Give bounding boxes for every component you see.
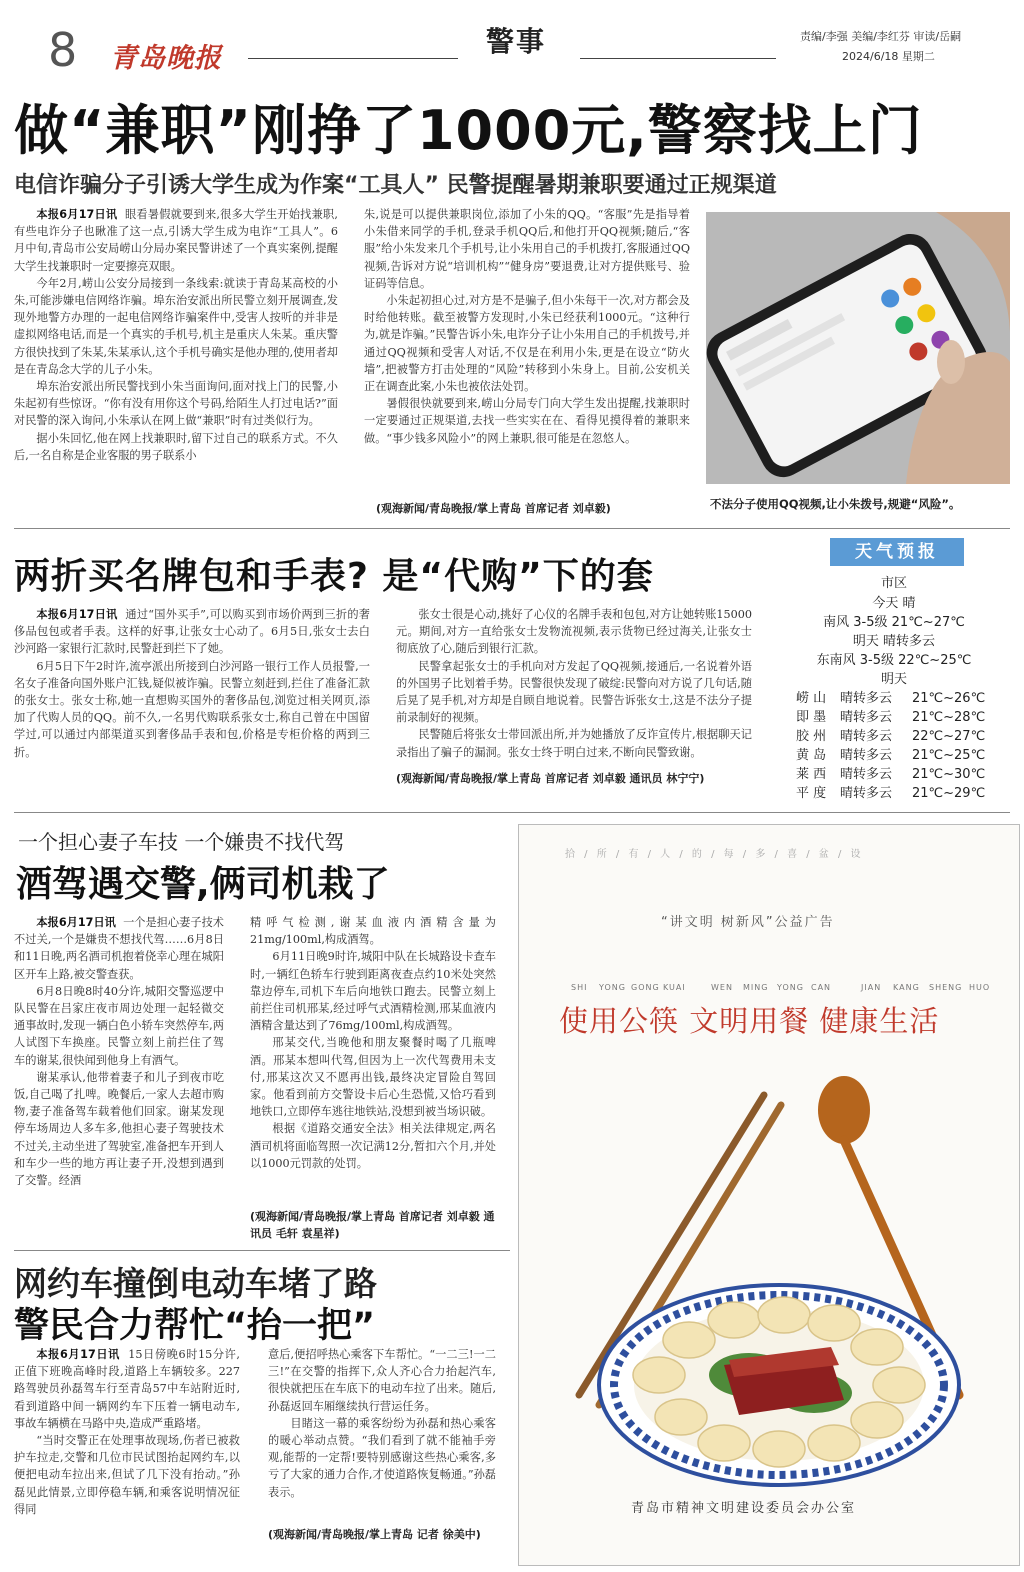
weather-today-label: 今天 晴	[872, 596, 916, 611]
weather-district-row	[796, 725, 1004, 744]
pinyin: KANG	[893, 983, 920, 992]
weather-district-row	[796, 763, 1004, 782]
district-name: 黄 岛	[796, 748, 827, 763]
pinyin: YONG	[599, 983, 626, 992]
district-temp: 21℃~25℃	[912, 748, 986, 763]
weather-district-row	[796, 744, 1004, 763]
pinyin: SHENG	[929, 983, 963, 992]
pinyin: WEN	[711, 983, 733, 992]
district-cond: 晴转多云	[840, 691, 893, 706]
article2-para: 民警拿起张女士的手机向对方发起了QQ视频,接通后,一名说着外语的外国男子比划着手势。民警很快发现了破绽:民警向对方说了几句话,随后晃了晃手机,对方却是自顾自地说着。民警告诉张女士,这是不法分子提前录制好的视频。	[396, 659, 752, 725]
article1-subtitle: 电信诈骗分子引诱大学生成为作案“工具人” 民警提醒暑期兼职要通过正规渠道	[14, 173, 777, 198]
article3-byline: (观海新闻/青岛晚报/掌上青岛 首席记者 刘卓毅 通讯员 毛轩 袁星祥)	[250, 1210, 495, 1240]
district-temp: 21℃~29℃	[912, 786, 986, 801]
issue-date: 2024/6/18 星期二	[842, 50, 935, 63]
article1-headline: 做“兼职”刚挣了1000元,警察找上门	[14, 99, 923, 162]
weather-tomorrow-label: 明天 晴转多云	[852, 634, 936, 649]
pinyin: JIAN	[861, 983, 882, 992]
district-cond: 晴转多云	[840, 748, 893, 763]
article3-text: 一个是担心妻子技术不过关,一个是嫌贵不想找代驾……6月8日和11日晚,两名酒司机抱着侥幸心理在城阳区开车上路,被交警查获。	[14, 916, 224, 981]
article1-para: 据小朱回忆,他在网上找兼职时,留下过自己的联系方式。不久后,一名自称是企业客服的男子联系小	[14, 431, 338, 462]
article1-para: 暑假很快就要到来,崂山分局专门向大学生发出提醒,找兼职时一定要通过正规渠道,去找一些实实在在、看得见摸得着的兼职来做。“事少钱多风险小”的网上兼职,很可能是在忽悠人。	[364, 397, 690, 445]
weather-district-row	[796, 687, 1004, 706]
editors-credit: 责编/李强 美编/李红芬 审读/岳嗣	[800, 30, 962, 43]
ad-headline: 使用公筷 文明用餐 健康生活	[559, 1004, 940, 1038]
header-rule-right	[580, 58, 776, 59]
article3-para: 邢某交代,当晚他和朋友聚餐时喝了几瓶啤酒。邢某本想叫代驾,但因为上一次代驾费用未支付,邢某这次又不愿再出钱,最终决定冒险自驾回家。他看到前方交警设卡后心生恐慌,又恰巧看到地铁口,立即停车逃往地铁站,没想到被当场识破。	[250, 1036, 496, 1119]
district-name: 平 度	[796, 786, 827, 801]
pinyin: KUAI	[663, 983, 686, 992]
district-temp: 21℃~26℃	[912, 691, 986, 706]
district-name: 即 墨	[796, 710, 827, 725]
weather-district-row	[796, 706, 1004, 725]
pinyin: YONG	[777, 983, 804, 992]
article2-para: 6月5日下午2时许,流亭派出所接到白沙河路一银行工作人员报警,一名女子准备向国外账户汇钱,疑似被诈骗。民警立刻赶到,拦住了准备汇款的张女士。张女士称,她一直想购买国外的奢侈品包,浏览过相关网页,添加了代购人员的QQ。前不久,一名男代购联系张女士,称自己曾在中国留学过,可以通过内部渠道买到奢侈品手表和包,价格是专柜价格的两到三折。	[14, 659, 370, 759]
ad-pinyin-row	[571, 983, 991, 992]
article3-headline: 酒驾遇交警,俩司机栽了	[16, 864, 390, 905]
article4-column-1	[14, 1346, 240, 1558]
section-divider	[14, 528, 1010, 529]
phone-photo-illustration	[706, 212, 1010, 484]
article2-headline: 两折买名牌包和手表? 是“代购”下的套	[14, 556, 654, 597]
district-cond: 晴转多云	[840, 767, 893, 782]
article4-para: 意后,便招呼热心乘客下车帮忙。“一二三!一二三!”在交警的指挥下,众人齐心合力抬起汽车,很快就把压在车底下的电动车拉了出来。随后,孙磊返回车厢继续执行营运任务。	[268, 1348, 496, 1413]
article2-column-1	[14, 606, 370, 798]
article1-text: 眼看暑假就要到来,很多大学生开始找兼职,有些电诈分子也瞅准了这一点,引诱大学生成为电诈“工具人”。6月中旬,青岛市公安局崂山分局办案民警讲述了一个真实案例,提醒大学生找兼职时一定要擦亮双眼。	[14, 208, 338, 273]
section-divider	[14, 812, 1010, 813]
district-name: 莱 西	[796, 767, 827, 782]
article1-para: 朱,说是可以提供兼职岗位,添加了小朱的QQ。“客服”先是指导着小朱借来同学的手机,登录手机QQ后,和他打开QQ视频;随后,“客服”给小朱发来几个手机号,让小朱用自己的手机拨打,客服通过QQ视频,告诉对方说“培训机构”“健身房”要退费,让对方提供账号、验证码等信息。	[364, 208, 690, 290]
article1-para	[14, 206, 338, 275]
paper-logo: 青岛晚报	[110, 43, 222, 74]
district-cond: 晴转多云	[840, 786, 893, 801]
weather-district-row	[796, 782, 1004, 801]
pinyin: CAN	[811, 983, 832, 992]
district-temp: 21℃~28℃	[912, 710, 986, 725]
article1-para: 埠东治安派出所民警找到小朱当面询问,面对找上门的民警,小朱起初有些惊讶。“你有没有用你这个号码,给陌生人打过电话?”面对民警的深入询问,小朱承认在网上做“兼职”时有过类似行为。	[14, 380, 338, 428]
article2-para: 民警随后将张女士带回派出所,并为她播放了反诈宣传片,根据聊天记录指出了骗子的漏洞。张女士终于明白过来,不断向民警致谢。	[396, 728, 752, 759]
article2-para	[14, 606, 370, 658]
article1-para: 小朱起初担心过,对方是不是骗子,但小朱每干一次,对方都会及时给他转账。截至被警方发现时,小朱已经获利1000元。“这种行为,就是诈骗。”民警告诉小朱,电诈分子让小朱用自己的手机拨号,并通过QQ视频和受害人对话,不仅是在利用小朱,更是在设立“防火墙”,把被警方打击处理的“风险”转移到小朱身上。目前,公安机关正在调查此案,小朱也被依法处罚。	[364, 294, 690, 394]
weather-today-detail: 南风 3-5级 21℃~27℃	[823, 615, 965, 630]
article4-para: 目睹这一幕的乘客纷纷为孙磊和热心乘客的暖心举动点赞。“我们看到了就不能袖手旁观,能帮的一定帮!要特别感谢这些热心乘客,多亏了大家的通力合作,才使道路恢复畅通。”孙磊表示。	[268, 1416, 496, 1499]
district-name: 胶 州	[796, 729, 827, 744]
article4-dateline: 本报6月17日讯	[36, 1348, 120, 1361]
article3-para: 谢某承认,他带着妻子和儿子到夜市吃饭,自己喝了扎啤。晚餐后,一家人去超市购物,妻子准备驾车载着他们回家。谢某发现停车场周边人多车多,他担心妻子驾驶技术不过关,主动坐进了驾驶室,准备把车开到人和车少一些的地方再让妻子开,没想到遇到了交警。经酒	[14, 1070, 224, 1188]
weather-tomorrow-detail: 东南风 3-5级 22℃~25℃	[816, 653, 972, 668]
district-name: 崂 山	[796, 691, 827, 706]
pinyin: GONG	[631, 983, 660, 992]
article3-para: 6月8日晚8时40分许,城阳交警巡逻中队民警在吕家庄夜市周边处理一起轻微交通事故时,发现一辆白色小轿车突然停车,两人试图下车换座。民警立刻上前拦住了驾车的谢某,很快闻到他身上有酒气。	[14, 984, 224, 1067]
article1-column-2	[364, 206, 690, 496]
article3-para: 精呼气检测,谢某血液内酒精含量为21mg/100ml,构成酒驾。	[250, 916, 496, 947]
pinyin: HUO	[969, 983, 991, 992]
header-rule-left	[248, 58, 458, 59]
district-cond: 晴转多云	[840, 710, 893, 725]
article4-para	[14, 1346, 240, 1432]
public-service-ad	[518, 824, 1020, 1566]
ad-top-text: 拾 / 所 / 有 / 人 / 的 / 每 / 多 / 喜 / 盆 / 设	[565, 849, 864, 860]
article3-dateline: 本报6月17日讯	[36, 916, 116, 929]
page-number: 8	[48, 23, 78, 77]
article4-headline-line2: 警民合力帮忙“抬一把”	[14, 1306, 376, 1346]
section-title: 警事	[486, 25, 547, 58]
article4-headline-line1: 网约车撞倒电动车堵了路	[14, 1264, 377, 1303]
article1-photo-caption: 不法分子使用QQ视频,让小朱拨号,规避“风险”。	[710, 497, 961, 511]
district-cond: 晴转多云	[840, 729, 893, 744]
pinyin: MING	[743, 983, 769, 992]
article3-para: 6月11日晚9时许,城阳中队在长城路设卡查车时,一辆红色轿车行驶到距离夜查点约10米处突然靠边停车,司机下车后向地铁口跑去。民警立刻上前拦住司机邢某,经过呼气式酒精检测,邢某血液内酒精含量达到了76mg/100ml,构成酒驾。	[250, 950, 496, 1033]
article1-byline: (观海新闻/青岛晚报/掌上青岛 首席记者 刘卓毅)	[376, 502, 611, 515]
article3-column-2	[250, 914, 496, 1220]
article3-column-1	[14, 914, 224, 1240]
article4-text: 15日傍晚6时15分许,正值下班晚高峰时段,道路上车辆较多。227路驾驶员孙磊驾车行至青岛57中车站附近时,看到道路中间一辆网约车下压着一辆电动车,事故车辆横在马路中央,造成严重路堵。	[14, 1348, 240, 1430]
article3-para	[14, 914, 224, 983]
article1-dateline: 本报6月17日讯	[36, 208, 118, 221]
article3-kicker: 一个担心妻子车技 一个嫌贵不找代驾	[18, 830, 345, 854]
article4-para: “当时交警正在处理事故现场,伤者已被救护车拉走,交警和几位市民试图抬起网约车,以便把电动车拉出来,但试了几下没有抬动。”孙磊见此情景,立即停稳车辆,和乘客说明情况征得同	[14, 1434, 240, 1516]
article3-para: 根据《道路交通安全法》相关法律规定,两名酒司机将面临驾照一次记满12分,暂扣六个月,并处以1000元罚款的处罚。	[250, 1122, 496, 1170]
article2-text: 通过“国外买手”,可以购买到市场价两到三折的奢侈品包包或者手表。这样的好事,让张女士心动了。6月5日,张女士去白沙河路一家银行汇款时,民警赶到拦下了她。	[14, 608, 370, 656]
ad-campaign-slogan: “讲文明 树新风”公益广告	[661, 915, 835, 930]
article1-para: 今年2月,崂山公安分局接到一条线索:就读于青岛某高校的小朱,可能涉嫌电信网络诈骗。埠东治安派出所民警立刻开展调查,发现外地警方办理的一起电信网络诈骗案件中,受害人按听的并非是虚拟网络电话,而是一个真实的手机号,机主是重庆人朱某。重庆警方很快找到了朱某,朱某承认,这个手机号确实是他办理的,使用者却是在青岛念大学的儿子小朱。	[14, 276, 338, 376]
district-temp: 22℃~27℃	[912, 729, 986, 744]
weather-box-title: 天气预报	[830, 538, 964, 566]
pinyin: SHI	[571, 983, 588, 992]
article1-photo	[706, 212, 1010, 484]
article2-dateline: 本报6月17日讯	[36, 608, 118, 621]
article4-byline: (观海新闻/青岛晚报/掌上青岛 记者 徐美中)	[268, 1528, 481, 1541]
article2-byline: (观海新闻/青岛晚报/掌上青岛 首席记者 刘卓毅 通讯员 林宁宁)	[396, 772, 705, 785]
weather-region: 市区	[880, 576, 907, 591]
article2-column-2	[396, 606, 752, 764]
ad-illustration	[559, 1075, 999, 1495]
ad-sponsor: 青岛市精神文明建设委员会办公室	[631, 1501, 857, 1516]
weather-tomorrow-heading: 明天	[880, 672, 907, 687]
district-temp: 21℃~30℃	[912, 767, 986, 782]
article4-column-2	[268, 1346, 496, 1524]
article1-column-1	[14, 206, 338, 518]
article2-para: 张女士很是心动,挑好了心仪的名牌手表和包包,对方让她转账15000元。期间,对方一直给张女士发物流视频,表示货物已经过海关,让张女士彻底放了心,随后到银行汇款。	[396, 608, 752, 656]
section-divider	[14, 1250, 510, 1251]
